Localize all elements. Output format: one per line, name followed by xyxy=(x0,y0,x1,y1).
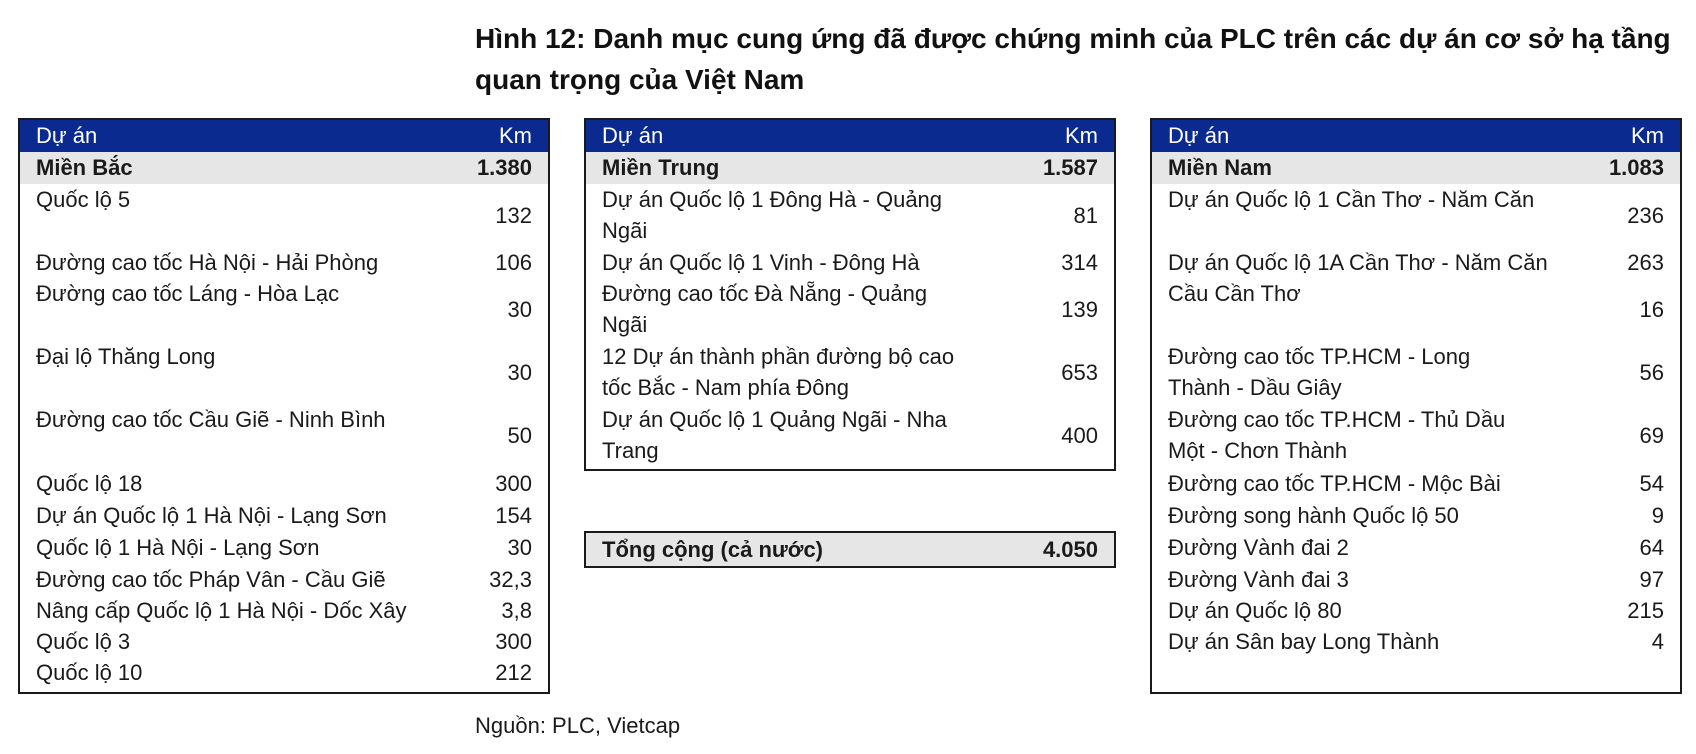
table-row xyxy=(20,531,548,563)
table-central xyxy=(584,118,1116,471)
region-name: Miền Bắc xyxy=(36,155,133,180)
table-row xyxy=(20,247,548,278)
table-row xyxy=(586,184,1114,247)
table-row xyxy=(20,657,548,688)
table-row xyxy=(1152,595,1680,626)
row-km: 154 xyxy=(495,502,532,528)
table-row xyxy=(20,563,548,595)
row-km: 64 xyxy=(1639,534,1664,560)
table-south xyxy=(1150,118,1682,694)
row-km: 4 xyxy=(1651,629,1664,654)
row-km: 30 xyxy=(507,534,532,560)
row-name: Cầu Cần Thơ xyxy=(1168,281,1301,306)
row-name: Nâng cấp Quốc lộ 1 Hà Nội - Dốc Xây xyxy=(36,598,407,623)
row-name: Dự án Quốc lộ 1 Hà Nội - Lạng Sơn xyxy=(36,502,387,528)
row-name: Đường cao tốc Đà Nẵng - Quảng Ngãi xyxy=(602,281,928,337)
row-km: 56 xyxy=(1639,360,1664,385)
header-km: Km xyxy=(1065,123,1098,148)
header-project: Dự án xyxy=(36,123,98,148)
row-km: 9 xyxy=(1651,502,1664,528)
region-row xyxy=(586,152,1114,184)
row-km: 81 xyxy=(1073,203,1098,228)
table-row xyxy=(20,595,548,626)
row-name: Dự án Quốc lộ 1A Cần Thơ - Năm Căn xyxy=(1168,250,1548,275)
row-name: Quốc lộ 3 xyxy=(36,629,131,654)
table-row xyxy=(20,341,548,404)
row-km: 69 xyxy=(1639,423,1664,448)
row-km: 106 xyxy=(495,250,532,275)
table-header xyxy=(1152,120,1680,152)
row-name: Đường Vành đai 2 xyxy=(1168,534,1349,560)
table-header xyxy=(586,120,1114,152)
row-name: Dự án Quốc lộ 1 Đông Hà - Quảng Ngãi xyxy=(602,187,943,243)
row-km: 139 xyxy=(1061,297,1098,322)
table-row xyxy=(1152,563,1680,595)
table-row xyxy=(586,278,1114,341)
header-project: Dự án xyxy=(1168,123,1230,148)
table-row xyxy=(1152,341,1680,404)
row-km: 30 xyxy=(507,297,532,322)
table-row xyxy=(1152,247,1680,278)
row-name: Dự án Quốc lộ 1 Vinh - Đông Hà xyxy=(602,250,920,275)
table-row xyxy=(586,341,1114,404)
row-km: 132 xyxy=(495,203,532,228)
figure-title: Hình 12: Danh mục cung ứng đã được chứng minh của PLC trên các dự án cơ sở hạ tầng quan trọng của Việt Nam xyxy=(475,23,1671,95)
table-row xyxy=(20,184,548,247)
header-km: Km xyxy=(499,123,532,148)
row-km: 314 xyxy=(1061,250,1098,275)
row-km: 32,3 xyxy=(489,566,532,592)
table-row xyxy=(20,467,548,499)
row-km: 97 xyxy=(1639,566,1664,592)
row-name: Đường cao tốc Hà Nội - Hải Phòng xyxy=(36,250,379,275)
row-km: 54 xyxy=(1639,470,1664,496)
header-km: Km xyxy=(1631,123,1664,148)
region-name: Miền Trung xyxy=(602,155,720,180)
table-north xyxy=(18,118,550,694)
row-km: 3,8 xyxy=(501,598,532,623)
row-km: 236 xyxy=(1627,203,1664,228)
table-row xyxy=(20,278,548,341)
region-total: 1.083 xyxy=(1608,155,1664,180)
row-name: 12 Dự án thành phần đường bộ cao tốc Bắc - Nam phía Đông xyxy=(602,344,955,400)
table-row xyxy=(1152,626,1680,657)
row-name: Đường cao tốc Cầu Giẽ - Ninh Bình xyxy=(36,407,386,432)
row-name: Dự án Quốc lộ 80 xyxy=(1168,598,1342,623)
table-row xyxy=(1152,184,1680,247)
row-km: 16 xyxy=(1639,297,1664,322)
table-row xyxy=(1152,278,1680,341)
row-name: Dự án Quốc lộ 1 Quảng Ngãi - Nha Trang xyxy=(602,407,947,463)
row-name: Đường cao tốc Pháp Vân - Cầu Giẽ xyxy=(36,566,386,592)
table-row xyxy=(1152,404,1680,467)
table-row xyxy=(20,404,548,467)
row-name: Đường cao tốc Láng - Hòa Lạc xyxy=(36,281,340,306)
row-km: 263 xyxy=(1627,250,1664,275)
row-name: Dự án Quốc lộ 1 Cần Thơ - Năm Căn xyxy=(1168,187,1535,212)
row-name: Đường cao tốc TP.HCM - Mộc Bài xyxy=(1168,470,1501,496)
table-row xyxy=(586,247,1114,278)
row-name: Quốc lộ 1 Hà Nội - Lạng Sơn xyxy=(36,534,320,560)
grand-total-label: Tổng cộng (cả nước) xyxy=(602,536,824,562)
row-name: Đường cao tốc TP.HCM - Thủ Dầu Một - Chơn Thành xyxy=(1168,407,1506,463)
row-km: 300 xyxy=(495,629,532,654)
row-name: Dự án Sân bay Long Thành xyxy=(1168,629,1440,654)
header-project: Dự án xyxy=(602,123,664,148)
region-total: 1.587 xyxy=(1042,155,1098,180)
row-name: Quốc lộ 10 xyxy=(36,660,143,685)
grand-total-row xyxy=(584,531,1116,568)
source-note: Nguồn: PLC, Vietcap xyxy=(475,713,681,738)
table-header xyxy=(20,120,548,152)
row-km: 300 xyxy=(495,470,532,496)
row-km: 50 xyxy=(507,423,532,448)
table-row xyxy=(20,499,548,531)
row-name: Đường song hành Quốc lộ 50 xyxy=(1168,502,1459,528)
row-name: Đại lộ Thăng Long xyxy=(36,344,216,369)
table-row xyxy=(1152,531,1680,563)
table-row xyxy=(586,404,1114,467)
grand-total-value: 4.050 xyxy=(1042,536,1098,562)
region-name: Miền Nam xyxy=(1168,155,1272,180)
row-km: 212 xyxy=(495,660,532,685)
row-km: 400 xyxy=(1061,423,1098,448)
region-row xyxy=(1152,152,1680,184)
table-row xyxy=(20,626,548,657)
row-name: Quốc lộ 5 xyxy=(36,187,131,212)
row-km: 215 xyxy=(1627,598,1664,623)
region-row xyxy=(20,152,548,184)
row-name: Quốc lộ 18 xyxy=(36,470,143,496)
row-km: 653 xyxy=(1061,360,1098,385)
row-name: Đường Vành đai 3 xyxy=(1168,566,1349,592)
row-name: Đường cao tốc TP.HCM - Long Thành - Dầu Giây xyxy=(1168,344,1471,400)
region-total: 1.380 xyxy=(476,155,532,180)
row-km: 30 xyxy=(507,360,532,385)
table-row xyxy=(1152,467,1680,499)
table-row xyxy=(1152,499,1680,531)
